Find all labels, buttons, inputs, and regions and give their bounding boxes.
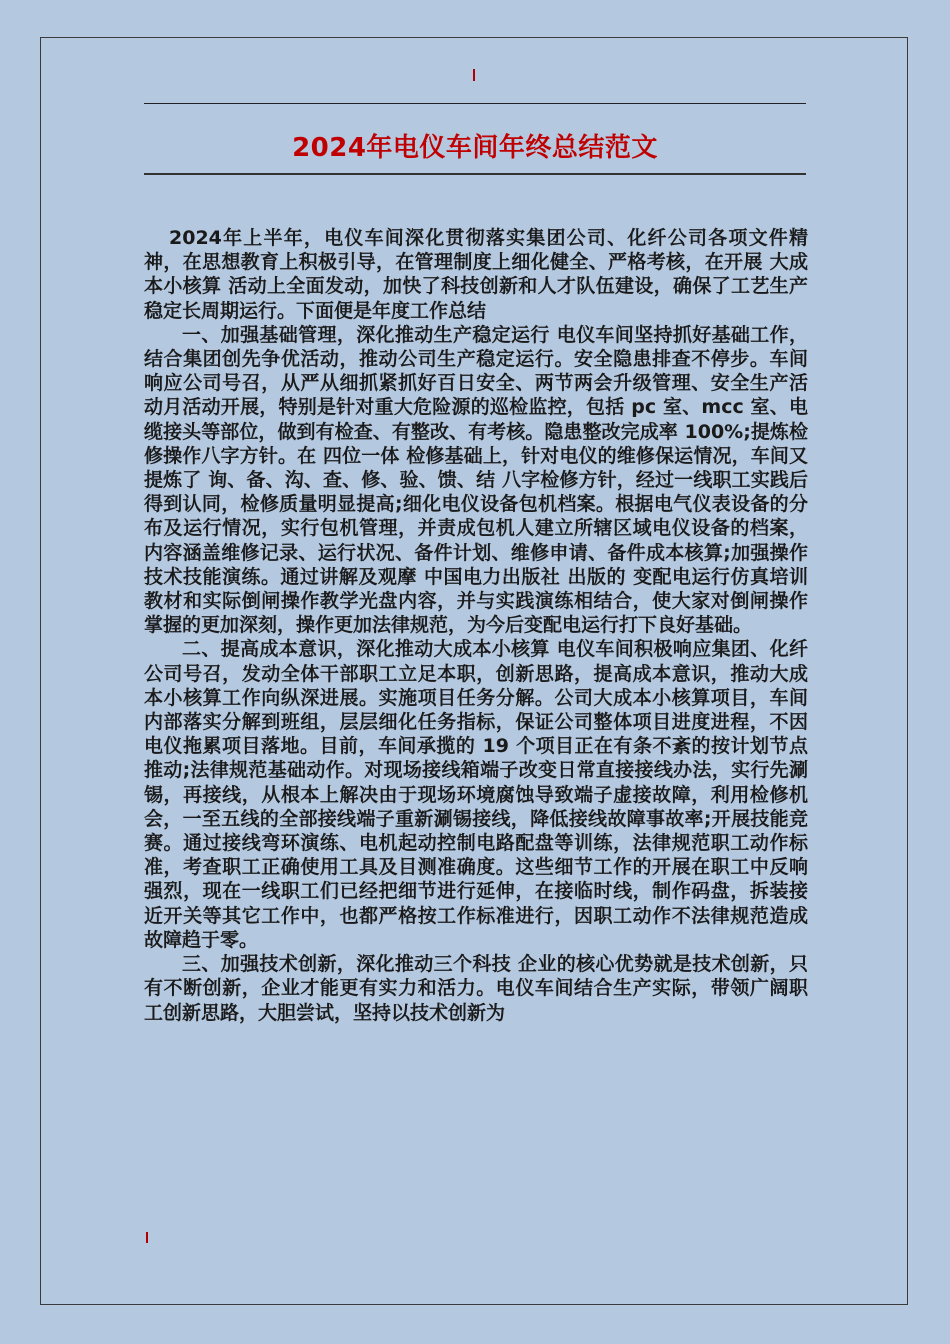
- section-1-paragraph: 一、加强基础管理，深化推动生产稳定运行 电仪车间坚持抓好基础工作，结合集团创先争优活动，推动公司生产稳定运行。安全隐患排查不停步。车间响应公司号召，从严从细抓紧抓好百日安全、两节两会升级管理、安全生产活动月活动开展，特别是针对重大危险源的巡检监控，包括 pc 室、mcc 室、电缆接头等部位，做到有检查、有整改、有考核。隐患整改完成率 100%;提炼检修操作八字方针。在 四位一体 检修基础上，针对电仪的维修保运情况，车间又提炼了 询、备、沟、查、修、验、馈、结 八字检修方针，经过一线职工实践后得到认同，检修质量明显提高;细化电仪设备包机档案。根据电气仪表设备的分布及运行情况，实行包机管理，并责成包机人建立所辖区域电仪设备的档案，内容涵盖维修记录、运行状况、备件计划、维修申请、备件成本核算;加强操作技术技能演练。通过讲解及观摩 中国电力出版社 出版的 变配电运行仿真培训 教材和实际倒闸操作教学光盘内容，并与实践演练相结合，使大家对倒闸操作掌握的更加深刻，操作更加法律规范，为今后变配电运行打下良好基础。: [144, 323, 808, 637]
- document-title: 2024年电仪车间年终总结范文: [292, 133, 658, 163]
- intro-paragraph: 2024年上半年，电仪车间深化贯彻落实集团公司、化纤公司各项文件精神，在思想教育上积极引导，在管理制度上细化健全、严格考核，在开展 大成本小核算 活动上全面发动，加快了科技创新和人才队伍建设，确保了工艺生产稳定长周期运行。下面便是年度工作总结: [144, 227, 808, 322]
- section-3-paragraph: 三、加强技术创新，深化推动三个科技 企业的核心优势就是技术创新，只有不断创新，企业才能更有实力和活力。电仪车间结合生产实际，带领广阔职工创新思路，大胆尝试，坚持以技术创新为: [144, 953, 808, 1024]
- document-body: [144, 226, 808, 1025]
- title-underline-rule: [144, 173, 806, 175]
- section-2-paragraph: 二、提高成本意识，深化推动大成本小核算 电仪车间积极响应集团、化纤公司号召，发动全体干部职工立足本职，创新思路，提高成本意识，推动大成本小核算工作向纵深进展。实施项目任务分解。公司大成本小核算项目，车间内部落实分解到班组，层层细化任务指标，保证公司整体项目进度进程，不因电仪拖累项目落地。目前，车间承揽的 19 个项目正在有条不紊的按计划节点推动;法律规范基础动作。对现场接线箱端子改变日常直接接线办法，实行先涮锡，再接线，从根本上解决由于现场环境腐蚀导致端子虚接故障，利用检修机会，一至五线的全部接线端子重新涮锡接线，降低接线故障事故率;开展技能竞赛。通过接线弯环演练、电机起动控制电路配盘等训练，法律规范职工动作标准，考查职工正确使用工具及目测准确度。这些细节工作的开展在职工中反响强烈，现在一线职工们已经把细节进行延伸，在接临时线，制作码盘，拆装接近开关等其它工作中，也都严格按工作标准进行，因职工动作不法律规范造成故障趋于零。: [144, 638, 808, 951]
- footer-cursor-mark: [146, 1232, 148, 1243]
- header-cursor-mark: [473, 69, 475, 81]
- header-rule: [144, 103, 806, 104]
